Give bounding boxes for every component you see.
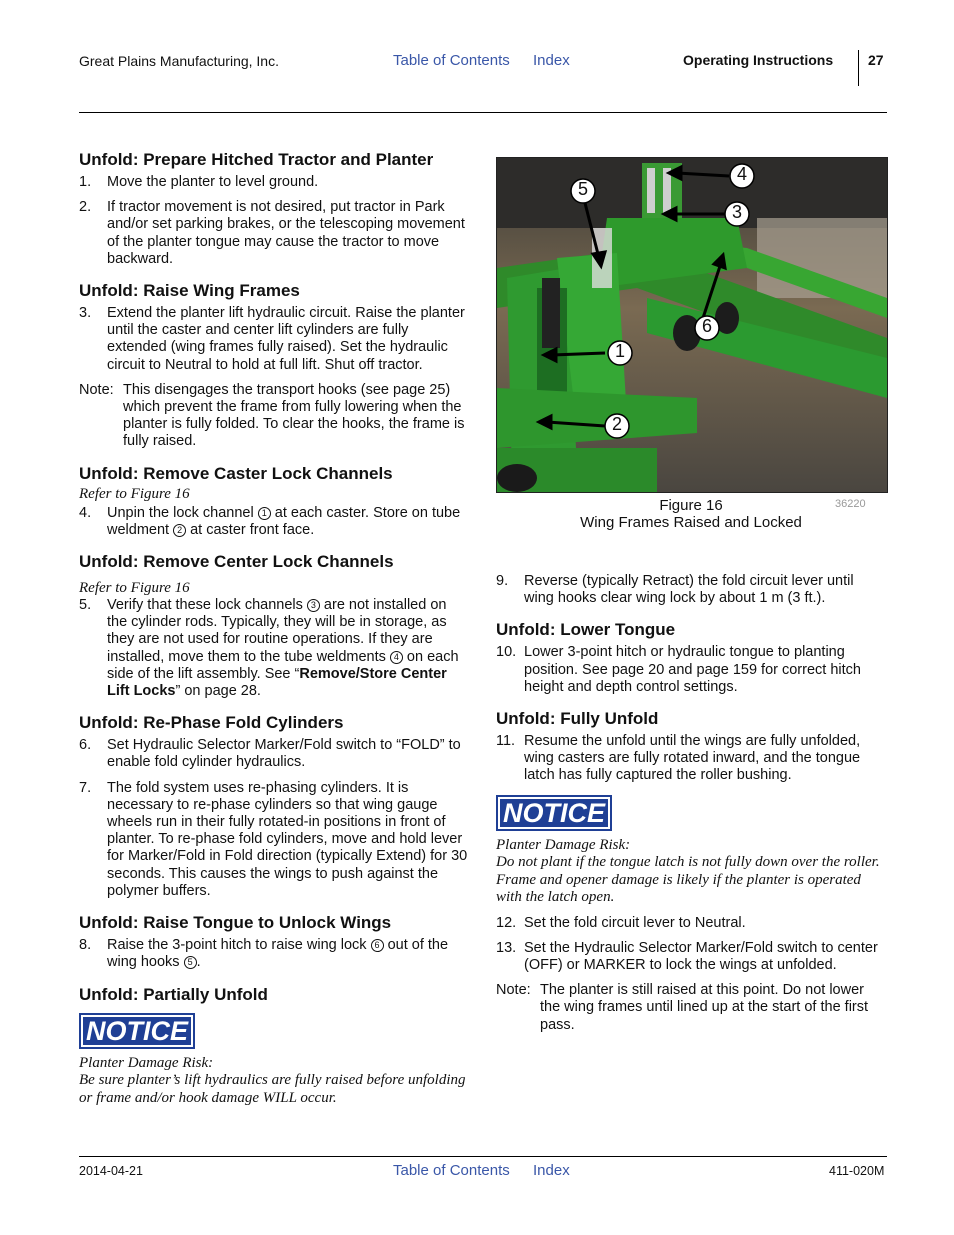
heading-rephase-cylinders: Unfold: Re-Phase Fold Cylinders (79, 713, 344, 733)
list-item: 1. Move the planter to level ground. (79, 174, 319, 190)
list-item: 13. Set the Hydraulic Selector Marker/Fold switch to center (OFF) or MARKER to lock the wings at unfolded. (496, 939, 878, 974)
table-of-contents-link[interactable]: Table of Contents (393, 52, 510, 69)
footer-doc-id: 411-020M (829, 1164, 885, 1178)
callout-5: 5 (184, 956, 197, 969)
header-rule (79, 112, 887, 113)
left-column (79, 150, 469, 1107)
callout-6: 6 (371, 939, 384, 952)
callout-label: 4 (736, 164, 747, 184)
heading-partially-unfold: Unfold: Partially Unfold (79, 984, 268, 1004)
note: Note: The planter is still raised at this point. Do not lower the wing frames until lined up at the start of the first pass. (496, 982, 869, 1033)
list-item: 8. Raise the 3-point hitch to raise wing lock 6 out of the wing hooks 5 . (79, 937, 449, 971)
callout-3: 3 (307, 599, 320, 612)
figure-id: 36220 (835, 498, 866, 510)
list-item: 3. Extend the planter lift hydraulic circuit. Raise the planter until the caster and center lift cylinders are fully extended (wing frames fully raised). Set the hydraulic circuit to Neutral to hold at full lift. Shut off tractor. (79, 305, 465, 373)
figure-number: Figure 16 (659, 497, 723, 514)
right-column (496, 573, 886, 1034)
list-item: 4. Unpin the lock channel 1 at each caster. Store on tube weldment 2 at caster front face. (79, 504, 461, 538)
callout-4: 4 (390, 651, 403, 664)
list-item: 9. Reverse (typically Retract) the fold circuit lever until wing hooks clear wing lock by about 1 m (3 ft.). (496, 573, 854, 607)
risk-title: Planter Damage Risk: (79, 1054, 214, 1071)
list-item: 10. Lower 3-point hitch or hydraulic tongue to planting position. See page 20 and page 159 for correct hitch height and depth control settings. (496, 644, 861, 695)
footer-table-of-contents-link[interactable]: Table of Contents (393, 1162, 510, 1179)
company-name: Great Plains Manufacturing, Inc. (79, 53, 279, 69)
section-title: Operating Instructions (683, 52, 834, 68)
notice-badge: NOTICE (496, 795, 612, 831)
list-item: 2. If tractor movement is not desired, put tractor in Park and/or set parking brakes, or the telescoping movement of the planter tongue may cause the tractor to move backward. (79, 199, 465, 267)
note: Note: This disengages the transport hooks (see page 25) which prevent the frame from fully lowering when the planter is fully folded. To clear the hooks, the frame is fully raised. (79, 381, 465, 450)
footer-rule (79, 1156, 887, 1157)
heading-prepare-tractor: Unfold: Prepare Hitched Tractor and Planter (79, 150, 434, 169)
callout-label: 3 (731, 202, 742, 222)
heading-raise-tongue: Unfold: Raise Tongue to Unlock Wings (79, 913, 392, 933)
page-number: 27 (868, 52, 884, 68)
heading-fully-unfold: Unfold: Fully Unfold (496, 709, 659, 729)
callout-arrows (497, 158, 887, 492)
heading-remove-caster-lock: Unfold: Remove Caster Lock Channels (79, 463, 393, 483)
heading-raise-wing-frames: Unfold: Raise Wing Frames (79, 281, 300, 301)
callout-2: 2 (173, 524, 186, 537)
callout-1: 1 (258, 507, 271, 520)
heading-remove-center-lock: Unfold: Remove Center Lock Channels (79, 552, 394, 572)
risk-text: Do not plant if the tongue latch is not fully down over the roller. Frame and opener damage is likely if the planter is operated with the latch open. (496, 854, 880, 906)
callout-label: 5 (577, 179, 588, 199)
list-item: 6. Set Hydraulic Selector Marker/Fold switch to “FOLD” to enable fold cylinder hydraulics. (79, 737, 461, 771)
notice-badge: NOTICE (79, 1013, 195, 1049)
list-item: 7. The fold system uses re-phasing cylinders. It is necessary to re-phase cylinders so that wing gauge wheels run in their fully rotated-in positions in front of planter. To re-phase fold cylinders, move and hold lever for Marker/Fold in Fold direction (typically Extend) for 30 seconds. This causes the wings to push against the polymer buffers. (79, 779, 468, 899)
index-link[interactable]: Index (533, 52, 570, 69)
figure-caption: Wing Frames Raised and Locked (580, 514, 802, 531)
callout-label: 1 (614, 341, 625, 361)
figure-reference: Refer to Figure 16 (79, 485, 190, 502)
figure-reference: Refer to Figure 16 (79, 580, 190, 597)
list-item: 12. Set the fold circuit lever to Neutral. (496, 914, 746, 931)
heading-lower-tongue: Unfold: Lower Tongue (496, 620, 676, 640)
footer-date: 2014-04-21 (79, 1164, 143, 1178)
list-item: 11. Resume the unfold until the wings are fully unfolded, wing casters are fully rotated inward, and the tongue latch has fully captured the roller bushing. (496, 733, 861, 784)
footer-index-link[interactable]: Index (533, 1162, 570, 1179)
list-item: 5. Verify that these lock channels 3 are not installed on the cylinder rods. Typically, they will be in storage, as they are not used for routine operations. If they are installed, move them to the tube weldments 4 on each side of the lift assembly. See “Remove/Store Center Lift Locks” on page 28. (79, 597, 459, 700)
figure-16-photo (496, 157, 888, 493)
risk-title: Planter Damage Risk: (496, 836, 631, 853)
header-divider (858, 50, 859, 86)
risk-text: Be sure planter’s lift hydraulics are fully raised before unfolding or frame and/or hook damage WILL occur. (79, 1072, 466, 1106)
callout-label: 2 (611, 414, 622, 434)
callout-label: 6 (701, 316, 712, 336)
